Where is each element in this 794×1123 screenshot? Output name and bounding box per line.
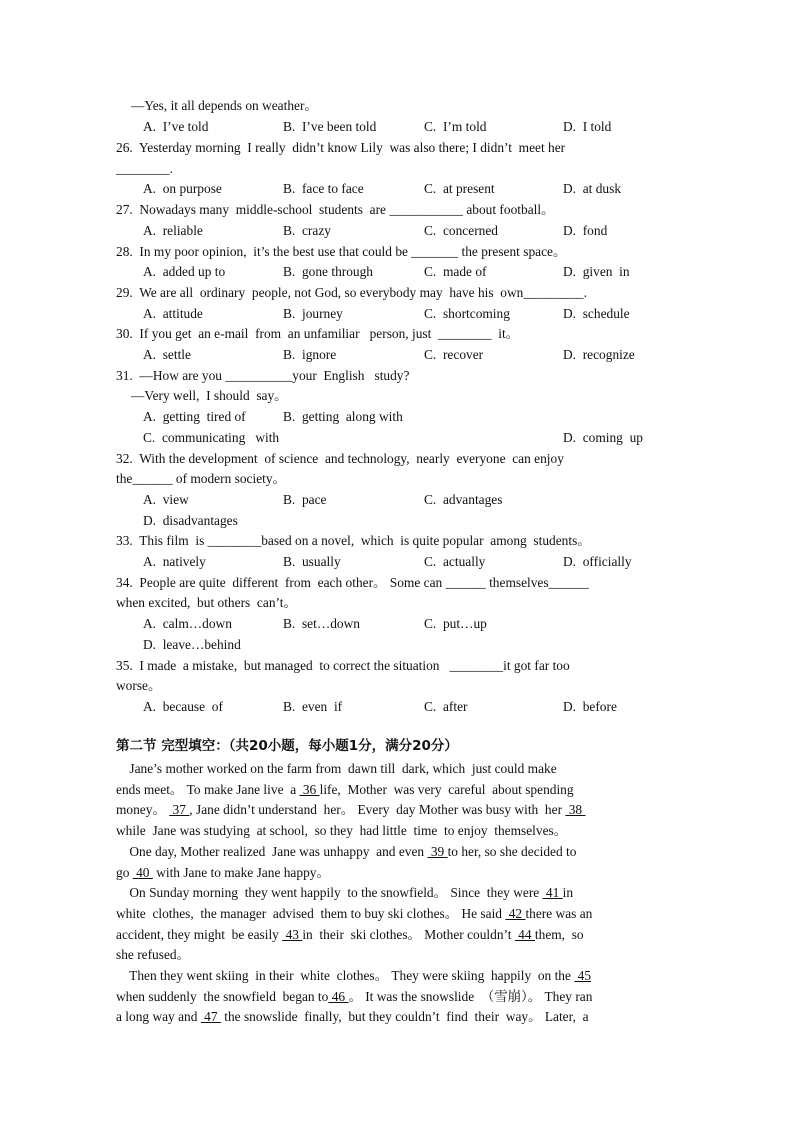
passage-line	[116, 844, 576, 860]
blank-number: 45	[574, 968, 592, 983]
option-d: D. at dusk	[563, 181, 622, 197]
blank-number: 47	[200, 1009, 221, 1025]
option-c: C. made of	[424, 264, 487, 280]
passage-line	[116, 761, 557, 777]
blank-number: 37	[169, 802, 190, 818]
option-b: B. journey	[283, 305, 343, 321]
option-b: B. usually	[283, 554, 341, 569]
passage-text: money。	[116, 802, 170, 818]
option-a: A. calm…down	[143, 616, 232, 632]
passage-line	[116, 885, 573, 901]
section2-heading: 第二节 完型填空：（共20小题，每小题1分，满分20分）	[116, 738, 458, 754]
option-d: D. I told	[563, 119, 612, 134]
question-29-line: 29. We are all ordinary people, not God, so everybody may have his own_________.	[116, 284, 587, 300]
option-c: C. shortcoming	[424, 305, 510, 321]
question-35-line: worse。	[116, 678, 162, 694]
option-c: C. recover	[424, 347, 484, 362]
option-a: A. attitude	[143, 305, 203, 321]
question-34-line: when excited, but others can’t。	[116, 595, 297, 611]
passage-text: in	[562, 885, 574, 901]
option-c: C. actually	[424, 554, 486, 569]
question-26-line: ________.	[116, 160, 173, 176]
q25-reply: —Yes, it all depends on weather。	[131, 98, 318, 113]
passage-text: 。 It was the snowslide （雪崩）。 They ran	[348, 988, 593, 1004]
option-b: B. set…down	[283, 616, 360, 632]
option-c: C. I’m told	[424, 119, 487, 134]
question-35-line: 35. I made a mistake, but managed to correct the situation ________it got far too	[116, 657, 570, 673]
passage-text: , Jane didn’t understand her。 Every day Mother was busy with her	[189, 802, 566, 818]
passage-text: ends meet。 To make Jane live a	[116, 781, 300, 797]
blank-number: 41	[542, 885, 563, 901]
question-32-line: 32. With the development of science and technology, nearly everyone can enjoy	[116, 450, 564, 466]
option-d: D. leave…behind	[143, 636, 241, 652]
passage-text: to her, so she decided to	[447, 843, 577, 859]
option-b: B. getting along with	[283, 409, 403, 425]
option-c: C. at present	[424, 181, 495, 197]
passage-line	[116, 865, 330, 881]
passage-line	[116, 927, 584, 943]
passage-line	[116, 823, 567, 839]
option-d: D. officially	[563, 554, 632, 569]
passage-text: there was an	[525, 905, 593, 921]
option-b: B. I’ve been told	[283, 119, 377, 134]
option-b: B. even if	[283, 698, 343, 714]
passage-text: the snowslide finally, but they couldn’t find their way。 Later, a	[220, 1009, 589, 1025]
question-34-line: 34. People are quite different from each other。 Some can ______ themselves______	[116, 574, 589, 590]
question-30-line: 30. If you get an e-mail from an unfamiliar person, just ________ it。	[116, 326, 520, 342]
option-a: A. reliable	[143, 222, 203, 238]
passage-text: life, Mother was very careful about spending	[319, 781, 574, 797]
option-b: B. crazy	[283, 222, 331, 238]
option-a: A. I’ve told	[143, 119, 209, 134]
option-a: A. because of	[143, 698, 223, 714]
option-b: B. ignore	[283, 347, 337, 362]
question-28-line: 28. In my poor opinion, it’s the best use that could be _______ the present space。	[116, 243, 567, 259]
blank-number: 43	[282, 926, 303, 942]
question-27-line: 27. Nowadays many middle-school students are ___________ about football。	[116, 202, 555, 218]
blank-number: 36	[299, 781, 320, 797]
passage-text: with Jane to make Jane happy。	[152, 864, 330, 880]
option-d: D. disadvantages	[143, 512, 238, 528]
passage-text: Jane’s mother worked on the farm from dawn till dark, which just could make	[116, 761, 557, 776]
option-d: D. coming up	[563, 429, 643, 445]
option-d: D. given in	[563, 264, 630, 280]
blank-number: 40	[132, 864, 153, 880]
question-31-line: —Very well, I should say。	[131, 388, 288, 404]
question-32-line: the______ of modern society。	[116, 471, 286, 487]
option-c: C. communicating with	[143, 429, 280, 445]
option-d: D. before	[563, 698, 617, 714]
blank-number: 44	[514, 926, 535, 942]
blank-number: 39	[427, 843, 448, 859]
passage-text: accident, they might be easily	[116, 926, 283, 942]
blank-number: 38	[565, 802, 586, 818]
option-b: B. gone through	[283, 264, 374, 280]
question-33-line: 33. This film is ________based on a novel, which is quite popular among students。	[116, 533, 591, 549]
option-d: D. fond	[563, 222, 608, 238]
passage-line	[116, 906, 592, 922]
option-a: A. view	[143, 491, 189, 507]
passage-text: white clothes, the manager advised them to buy ski clothes。 He said	[116, 905, 506, 921]
option-c: C. after	[424, 698, 468, 714]
option-c: C. put…up	[424, 616, 487, 632]
option-b: B. pace	[283, 491, 327, 507]
passage-text: go	[116, 864, 133, 880]
passage-line	[116, 802, 585, 818]
question-26-line: 26. Yesterday morning I really didn’t know Lily was also there; I didn’t meet her	[116, 140, 566, 155]
option-d: D. recognize	[563, 347, 635, 362]
option-a: A. natively	[143, 554, 206, 569]
option-c: C. advantages	[424, 491, 503, 507]
option-a: A. added up to	[143, 264, 226, 280]
passage-text: One day, Mother realized Jane was unhappy and even	[116, 843, 428, 859]
passage-text: when suddenly the snowfield began to	[116, 988, 329, 1004]
passage-text: while Jane was studying at school, so they had little time to enjoy themselves。	[116, 823, 568, 839]
option-a: A. getting tired of	[143, 409, 246, 425]
option-c: C. concerned	[424, 222, 498, 238]
passage-line	[116, 782, 574, 798]
passage-line	[116, 1009, 589, 1025]
passage-text: Then they went skiing in their white clothes。 They were skiing happily on the	[116, 968, 575, 983]
passage-line	[116, 968, 591, 984]
passage-text: she refused。	[116, 947, 190, 963]
option-a: A. on purpose	[143, 181, 222, 197]
passage-line	[116, 989, 592, 1005]
blank-number: 42	[505, 905, 526, 921]
passage-text: On Sunday morning they went happily to the snowfield。 Since they were	[116, 885, 543, 901]
passage-text: them, so	[534, 926, 584, 942]
option-b: B. face to face	[283, 181, 364, 197]
passage-text: in their ski clothes。 Mother couldn’t	[302, 926, 515, 942]
question-31-line: 31. —How are you __________your English study?	[116, 367, 410, 383]
option-d: D. schedule	[563, 305, 630, 321]
option-a: A. settle	[143, 347, 191, 362]
passage-text: a long way and	[116, 1009, 201, 1025]
blank-number: 46	[328, 988, 349, 1004]
passage-line	[116, 947, 190, 963]
